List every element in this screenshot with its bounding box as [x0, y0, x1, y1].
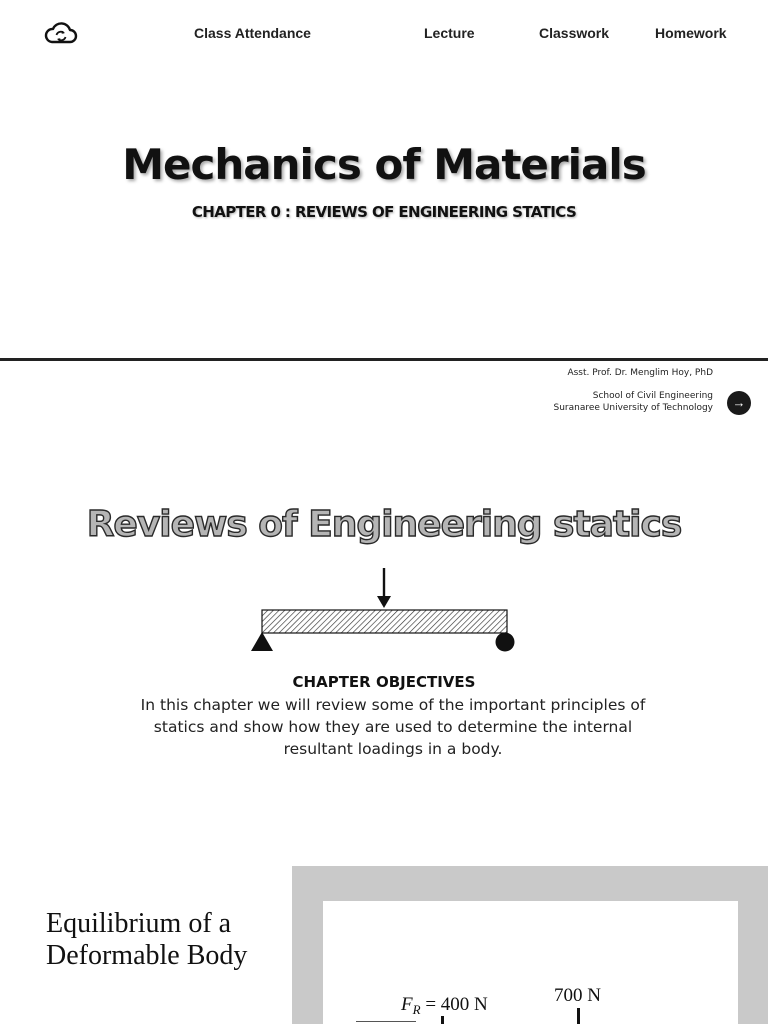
section-title: Reviews of Engineering statics: [86, 504, 682, 545]
nav-classwork[interactable]: Classwork: [539, 25, 610, 41]
cloud-sync-icon[interactable]: [44, 22, 78, 46]
partial-figure-line: [356, 1021, 416, 1022]
figure-card: [323, 901, 738, 1024]
nav-lecture[interactable]: Lecture: [424, 25, 475, 41]
force-stub-left: [441, 1016, 444, 1024]
fr-subscript: R: [412, 1002, 421, 1017]
author-university: Suranaree University of Technology: [553, 403, 713, 413]
page-title: Mechanics of Materials: [122, 140, 646, 189]
beam-body: [262, 610, 507, 633]
objectives-text: In this chapter we will review some of the important principles of statics and show how they are used to determine the internal resultant loadings in a body.: [140, 696, 646, 758]
objectives-title: CHAPTER OBJECTIVES: [292, 673, 476, 691]
resultant-force-label: [401, 994, 488, 1018]
nav-class-attendance[interactable]: Class Attendance: [194, 25, 311, 41]
force-label: 700 N: [554, 985, 601, 1006]
top-nav: [0, 0, 768, 68]
load-arrow-head: [377, 596, 391, 608]
page-subtitle: CHAPTER 0 : REVIEWS OF ENGINEERING STATICS: [191, 203, 577, 221]
pin-support: [251, 632, 273, 651]
beam-diagram: [240, 564, 530, 658]
next-button[interactable]: [727, 391, 751, 415]
author-name: Asst. Prof. Dr. Menglim Hoy, PhD: [567, 368, 713, 378]
fr-value: = 400 N: [420, 994, 488, 1015]
roller-support: [496, 633, 515, 652]
author-info: [554, 367, 714, 414]
fr-symbol: F: [401, 994, 413, 1015]
section-divider: [0, 358, 768, 361]
author-school: School of Civil Engineering: [592, 391, 713, 401]
equilibrium-title: Equilibrium of a Deformable Body: [46, 908, 248, 971]
force-stub-right: [577, 1008, 580, 1024]
arrow-right-icon: →: [732, 395, 746, 410]
nav-homework[interactable]: Homework: [655, 25, 727, 41]
